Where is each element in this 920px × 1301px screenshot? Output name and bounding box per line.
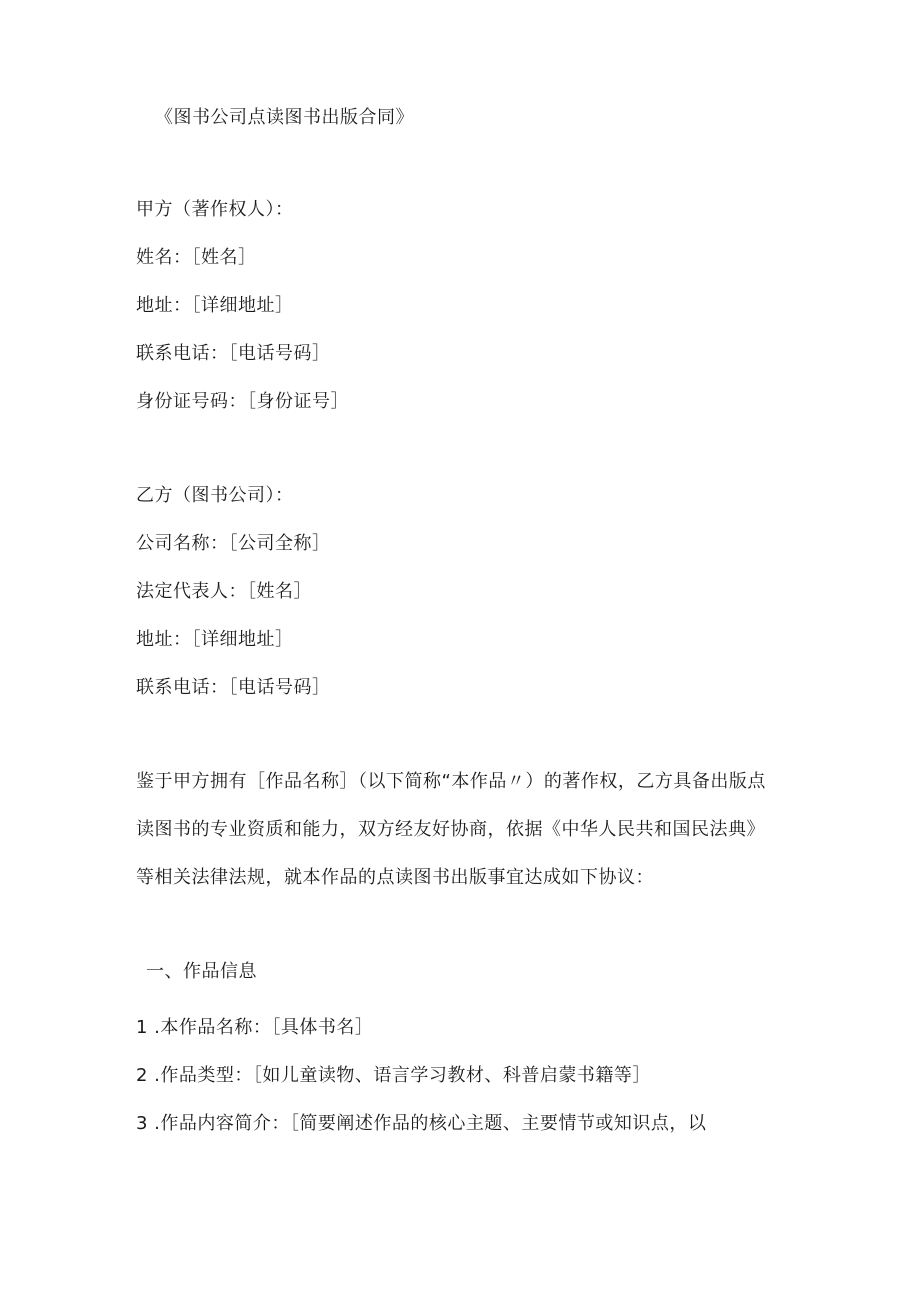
contract-title: 《图书公司点读图书出版合同》	[155, 107, 414, 128]
party-b-phone: 联系电话：［电话号码］	[136, 677, 331, 698]
section-item: 3 .作品内容简介：［简要阐述作品的核心主题、主要情节或知识点，以	[136, 1113, 707, 1134]
section-heading: 一、作品信息	[146, 961, 257, 982]
preamble-line: 等相关法律法规，就本作品的点读图书出版事宜达成如下协议：	[136, 867, 654, 888]
party-a-address: 地址：［详细地址］	[136, 295, 294, 316]
party-b-heading: 乙方（图书公司）：	[136, 485, 294, 506]
party-b-company: 公司名称：［公司全称］	[136, 533, 331, 554]
party-a-name: 姓名：［姓名］	[136, 247, 257, 268]
party-a-phone: 联系电话：［电话号码］	[136, 343, 331, 364]
party-b-address: 地址：［详细地址］	[136, 629, 294, 650]
section-item: 1 .本作品名称：［具体书名］	[136, 1017, 374, 1038]
preamble-line: 鉴于甲方拥有［作品名称］（以下简称“本作品〃）的著作权，乙方具备出版点	[136, 771, 766, 792]
section-item: 2 .作品类型：［如儿童读物、语言学习教材、科普启蒙书籍等］	[136, 1065, 651, 1086]
preamble-line: 读图书的专业资质和能力，双方经友好协商，依据《中华人民共和国民法典》	[136, 819, 765, 840]
party-b-legal-rep: 法定代表人：［姓名］	[136, 581, 312, 602]
party-a-id-number: 身份证号码：［身份证号］	[136, 391, 349, 412]
party-a-heading: 甲方（著作权人）：	[136, 199, 294, 220]
